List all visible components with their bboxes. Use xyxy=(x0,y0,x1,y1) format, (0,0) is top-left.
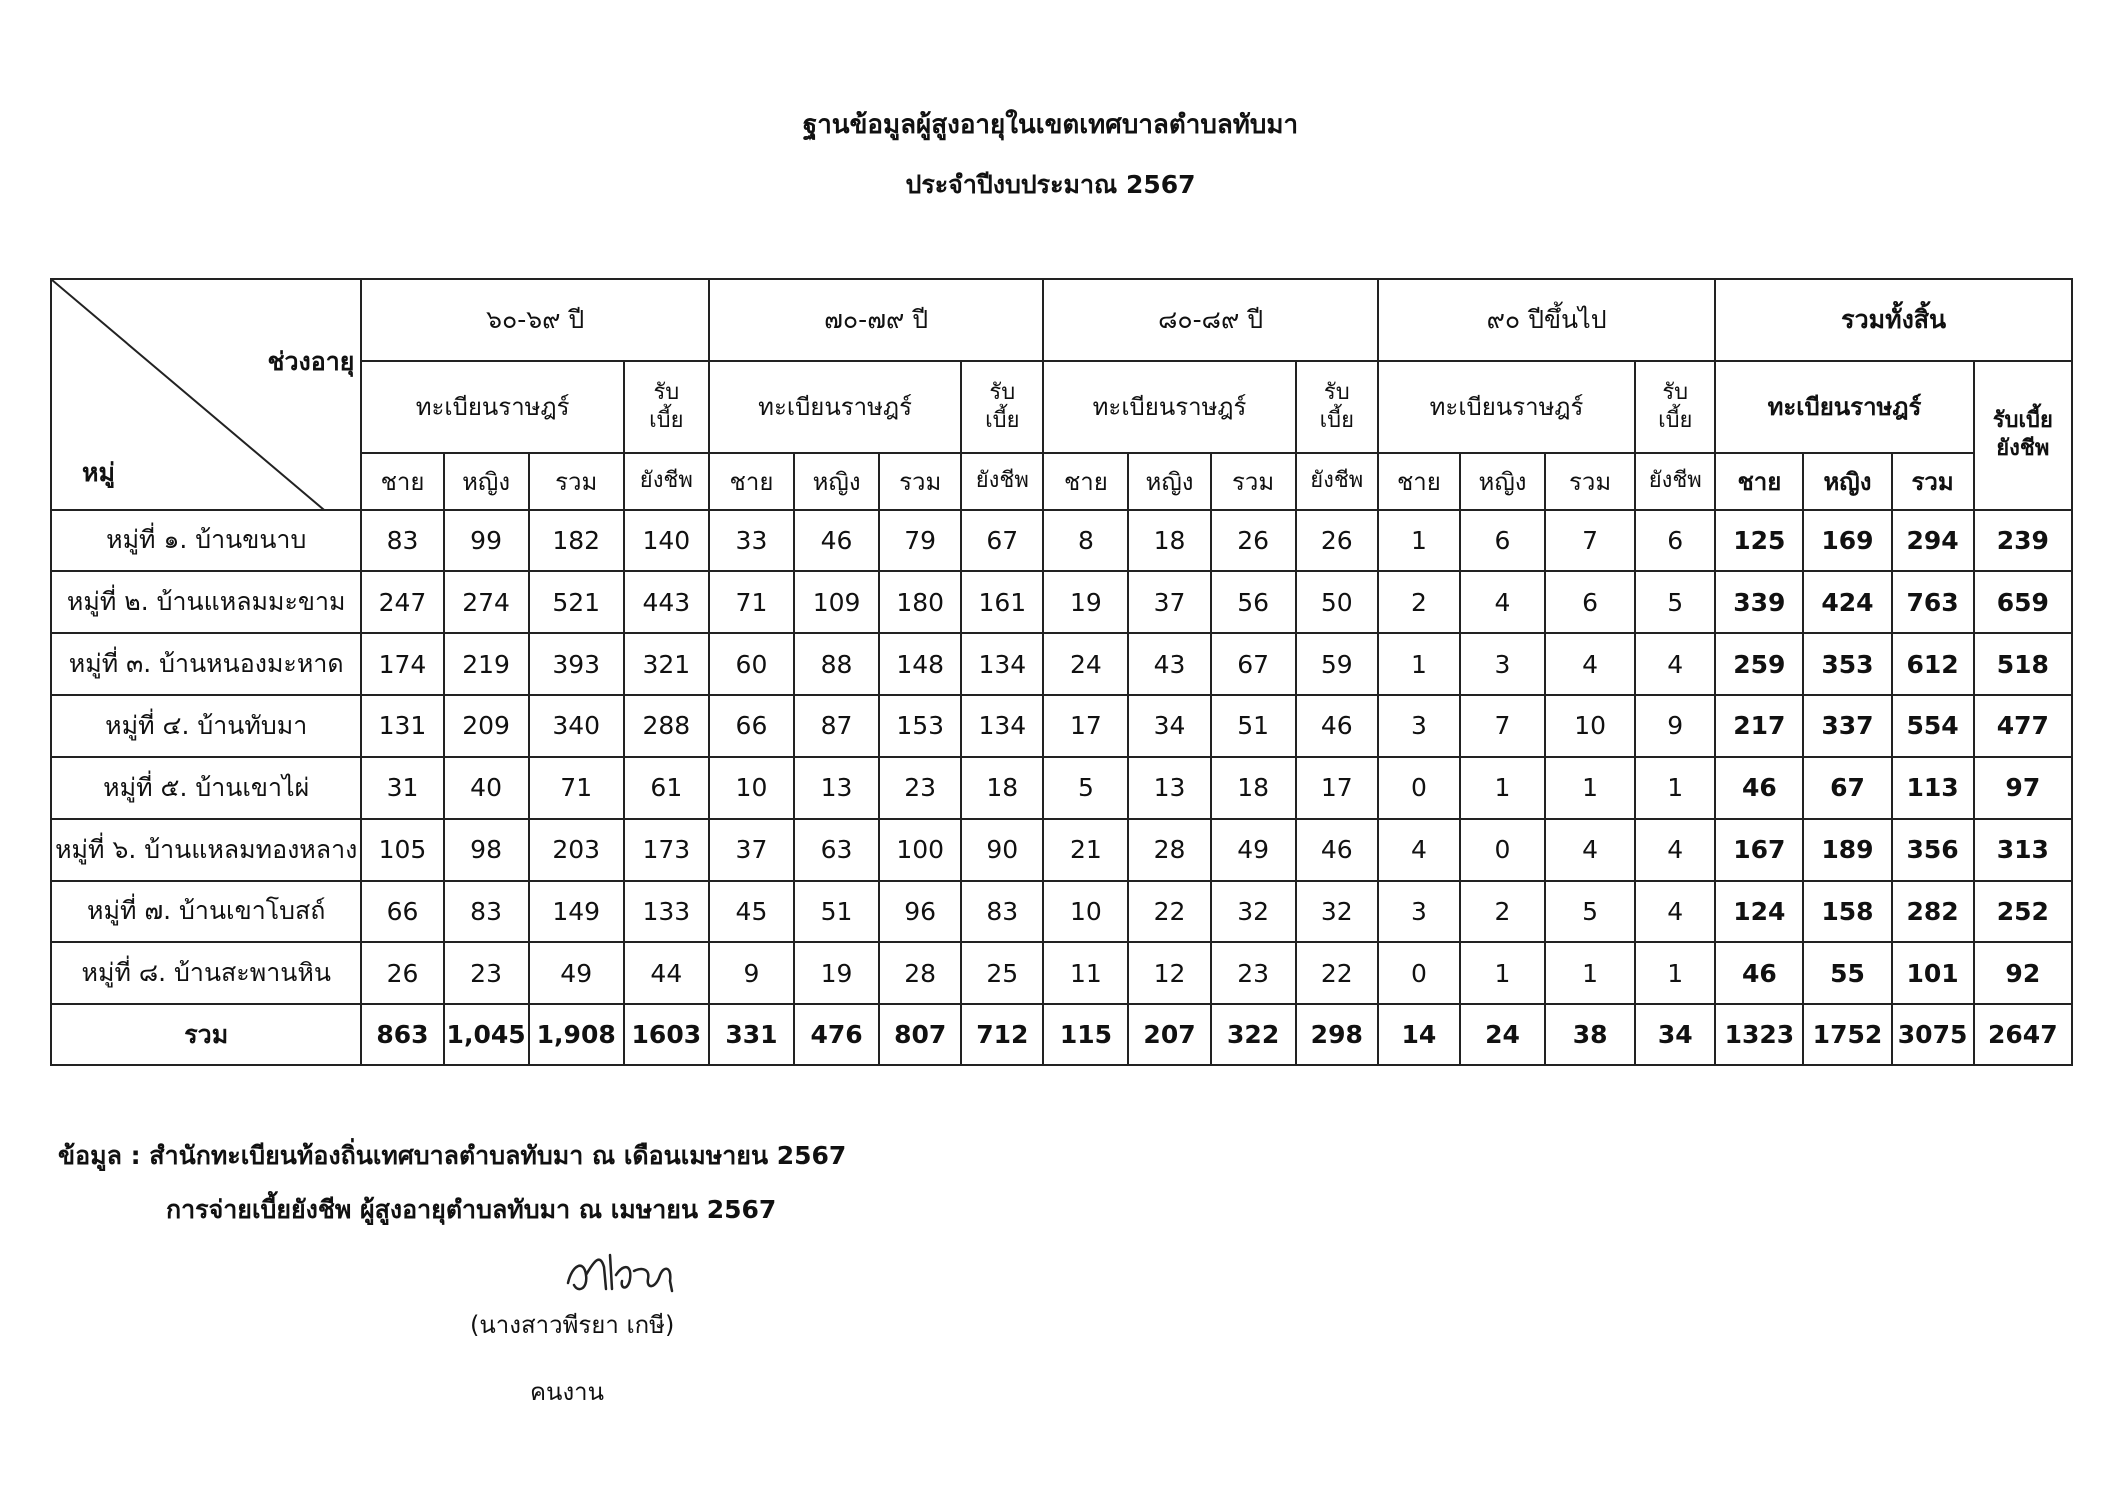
table-cell: 1 xyxy=(1378,510,1460,572)
page-subtitle: ประจำปีงบประมาณ 2567 xyxy=(905,170,1196,199)
pension-header-line: ยังชีพ xyxy=(624,453,709,510)
table-cell: 612 xyxy=(1892,633,1974,695)
table-cell: 131 xyxy=(361,695,443,757)
pension-header-1 xyxy=(961,361,1043,453)
table-cell: 294 xyxy=(1892,510,1974,572)
table-cell: 659 xyxy=(1974,571,2072,633)
total-label: รวม xyxy=(51,1004,361,1065)
table-cell: 32 xyxy=(1296,881,1378,943)
table-cell: 173 xyxy=(624,819,709,881)
corner-header xyxy=(51,279,361,510)
table-row xyxy=(51,633,2072,695)
table-row xyxy=(51,571,2072,633)
table-cell: 83 xyxy=(444,881,529,943)
pension-header-line: รับ xyxy=(653,379,680,405)
total-row xyxy=(51,1004,2072,1065)
table-cell: 125 xyxy=(1715,510,1803,572)
pension-header-line: รับ xyxy=(1323,379,1350,405)
table-cell: 17 xyxy=(1296,757,1378,819)
table-row xyxy=(51,942,2072,1004)
table-cell: 12 xyxy=(1128,942,1210,1004)
table-row xyxy=(51,695,2072,757)
table-cell: 28 xyxy=(1128,819,1210,881)
table-cell: 46 xyxy=(1715,942,1803,1004)
table-cell: 1 xyxy=(1545,757,1635,819)
table-cell: 113 xyxy=(1892,757,1974,819)
table-cell: 13 xyxy=(1128,757,1210,819)
table-cell: 79 xyxy=(879,510,961,572)
table-cell: 340 xyxy=(529,695,624,757)
header-row-groups xyxy=(51,279,2072,361)
sub-header-male: ชาย xyxy=(361,453,443,510)
group-header-80-89: ๘๐-๘๙ ปี xyxy=(1043,279,1377,361)
table-cell: 169 xyxy=(1803,510,1891,572)
table-cell: 1 xyxy=(1545,942,1635,1004)
total-cell: 14 xyxy=(1378,1004,1460,1065)
sub-header-sum: รวม xyxy=(1211,453,1296,510)
table-cell: 28 xyxy=(879,942,961,1004)
sub-header-male: ชาย xyxy=(709,453,794,510)
table-cell: 71 xyxy=(709,571,794,633)
table-cell: 5 xyxy=(1545,881,1635,943)
table-cell: 60 xyxy=(709,633,794,695)
registry-header-3: ทะเบียนราษฎร์ xyxy=(1378,361,1635,453)
total-cell: 1323 xyxy=(1715,1004,1803,1065)
elderly-data-table xyxy=(50,278,2073,1066)
table-cell: 4 xyxy=(1635,819,1715,881)
table-cell: 4 xyxy=(1545,819,1635,881)
table-cell: 83 xyxy=(361,510,443,572)
village-name: หมู่ที่ ๖. บ้านแหลมทองหลาง xyxy=(51,819,361,881)
registry-header-0: ทะเบียนราษฎร์ xyxy=(361,361,623,453)
page-title: ฐานข้อมูลผู้สูงอายุในเขตเทศบาลตำบลทับมา xyxy=(802,110,1299,140)
village-label: หมู่ xyxy=(82,457,115,487)
table-cell: 133 xyxy=(624,881,709,943)
village-name: หมู่ที่ ๗. บ้านเขาโบสถ์ xyxy=(51,881,361,943)
table-cell: 8 xyxy=(1043,510,1128,572)
pension-header-line: ยังชีพ xyxy=(1635,453,1715,510)
table-cell: 134 xyxy=(961,633,1043,695)
source-note: ข้อมูล : สำนักทะเบียนท้องถิ่นเทศบาลตำบลทับมา ณ เดือนเมษายน 2567 xyxy=(58,1141,847,1170)
village-name: หมู่ที่ ๒. บ้านแหลมมะขาม xyxy=(51,571,361,633)
table-cell: 3 xyxy=(1378,695,1460,757)
table-cell: 44 xyxy=(624,942,709,1004)
table-cell: 161 xyxy=(961,571,1043,633)
table-cell: 182 xyxy=(529,510,624,572)
total-cell: 1603 xyxy=(624,1004,709,1065)
table-cell: 59 xyxy=(1296,633,1378,695)
table-cell: 521 xyxy=(529,571,624,633)
group-header-70-79: ๗๐-๗๙ ปี xyxy=(709,279,1043,361)
table-cell: 148 xyxy=(879,633,961,695)
table-cell: 49 xyxy=(1211,819,1296,881)
table-cell: 0 xyxy=(1460,819,1545,881)
table-cell: 26 xyxy=(1211,510,1296,572)
table-cell: 18 xyxy=(1211,757,1296,819)
table-cell: 87 xyxy=(794,695,879,757)
table-cell: 23 xyxy=(879,757,961,819)
table-cell: 4 xyxy=(1378,819,1460,881)
table-cell: 339 xyxy=(1715,571,1803,633)
table-cell: 134 xyxy=(961,695,1043,757)
table-cell: 32 xyxy=(1211,881,1296,943)
village-name: หมู่ที่ ๑. บ้านขนาบ xyxy=(51,510,361,572)
sub-header-male: ชาย xyxy=(1378,453,1460,510)
table-cell: 353 xyxy=(1803,633,1891,695)
table-cell: 763 xyxy=(1892,571,1974,633)
table-cell: 51 xyxy=(794,881,879,943)
pension-header-2 xyxy=(1296,361,1378,453)
table-cell: 40 xyxy=(444,757,529,819)
sub-header-sum: รวม xyxy=(1892,453,1974,510)
table-cell: 247 xyxy=(361,571,443,633)
table-cell: 50 xyxy=(1296,571,1378,633)
table-cell: 17 xyxy=(1043,695,1128,757)
total-cell: 712 xyxy=(961,1004,1043,1065)
table-cell: 158 xyxy=(1803,881,1891,943)
table-cell: 174 xyxy=(361,633,443,695)
total-cell: 322 xyxy=(1211,1004,1296,1065)
pension-header-line: รับเบี้ย xyxy=(1992,408,2053,434)
table-cell: 105 xyxy=(361,819,443,881)
village-name: หมู่ที่ ๔. บ้านทับมา xyxy=(51,695,361,757)
pension-header-line: รับ xyxy=(1662,379,1689,405)
total-cell: 24 xyxy=(1460,1004,1545,1065)
table-cell: 1 xyxy=(1378,633,1460,695)
table-cell: 6 xyxy=(1635,510,1715,572)
sub-header-female: หญิง xyxy=(444,453,529,510)
table-cell: 337 xyxy=(1803,695,1891,757)
total-cell: 3075 xyxy=(1892,1004,1974,1065)
table-cell: 101 xyxy=(1892,942,1974,1004)
sub-header-sum: รวม xyxy=(529,453,624,510)
table-cell: 9 xyxy=(1635,695,1715,757)
table-cell: 1 xyxy=(1460,942,1545,1004)
table-cell: 66 xyxy=(361,881,443,943)
table-cell: 209 xyxy=(444,695,529,757)
table-cell: 6 xyxy=(1545,571,1635,633)
table-cell: 46 xyxy=(1296,819,1378,881)
table-cell: 92 xyxy=(1974,942,2072,1004)
table-cell: 43 xyxy=(1128,633,1210,695)
table-cell: 10 xyxy=(1043,881,1128,943)
table-cell: 393 xyxy=(529,633,624,695)
pension-header-line: เบี้ย xyxy=(985,407,1020,433)
sub-header-male: ชาย xyxy=(1043,453,1128,510)
table-cell: 71 xyxy=(529,757,624,819)
pension-header-3 xyxy=(1635,361,1715,453)
village-name: หมู่ที่ ๘. บ้านสะพานหิน xyxy=(51,942,361,1004)
pension-header-4 xyxy=(1974,361,2072,510)
total-cell: 207 xyxy=(1128,1004,1210,1065)
table-cell: 4 xyxy=(1545,633,1635,695)
total-cell: 2647 xyxy=(1974,1004,2072,1065)
table-cell: 83 xyxy=(961,881,1043,943)
table-cell: 217 xyxy=(1715,695,1803,757)
sub-header-female: หญิง xyxy=(1460,453,1545,510)
table-cell: 7 xyxy=(1545,510,1635,572)
table-cell: 21 xyxy=(1043,819,1128,881)
table-cell: 55 xyxy=(1803,942,1891,1004)
signer-role: คนงาน xyxy=(530,1378,605,1406)
sub-header-female: หญิง xyxy=(1803,453,1891,510)
table-cell: 49 xyxy=(529,942,624,1004)
table-row xyxy=(51,757,2072,819)
table-cell: 180 xyxy=(879,571,961,633)
table-cell: 140 xyxy=(624,510,709,572)
pension-header-line: เบี้ย xyxy=(649,407,684,433)
table-cell: 6 xyxy=(1460,510,1545,572)
table-cell: 88 xyxy=(794,633,879,695)
table-cell: 219 xyxy=(444,633,529,695)
table-cell: 109 xyxy=(794,571,879,633)
table-cell: 97 xyxy=(1974,757,2072,819)
table-cell: 10 xyxy=(1545,695,1635,757)
table-cell: 26 xyxy=(361,942,443,1004)
village-name: หมู่ที่ ๓. บ้านหนองมะหาด xyxy=(51,633,361,695)
table-cell: 2 xyxy=(1378,571,1460,633)
table-cell: 24 xyxy=(1043,633,1128,695)
sub-header-female: หญิง xyxy=(1128,453,1210,510)
table-cell: 7 xyxy=(1460,695,1545,757)
sub-header-male: ชาย xyxy=(1715,453,1803,510)
table-cell: 2 xyxy=(1460,881,1545,943)
table-cell: 67 xyxy=(1211,633,1296,695)
pension-header-line: รับ xyxy=(989,379,1016,405)
group-header-total: รวมทั้งสิ้น xyxy=(1715,279,2072,361)
table-row xyxy=(51,510,2072,572)
signer-name: (นางสาวพีรยา เกษี) xyxy=(470,1311,675,1339)
table-cell: 25 xyxy=(961,942,1043,1004)
table-cell: 0 xyxy=(1378,942,1460,1004)
table-cell: 67 xyxy=(961,510,1043,572)
table-cell: 19 xyxy=(1043,571,1128,633)
registry-header-1: ทะเบียนราษฎร์ xyxy=(709,361,961,453)
table-cell: 22 xyxy=(1296,942,1378,1004)
total-cell: 331 xyxy=(709,1004,794,1065)
table-cell: 5 xyxy=(1043,757,1128,819)
table-cell: 63 xyxy=(794,819,879,881)
table-cell: 33 xyxy=(709,510,794,572)
table-cell: 67 xyxy=(1803,757,1891,819)
total-cell: 1,045 xyxy=(444,1004,529,1065)
total-cell: 38 xyxy=(1545,1004,1635,1065)
table-cell: 19 xyxy=(794,942,879,1004)
table-cell: 46 xyxy=(794,510,879,572)
table-cell: 313 xyxy=(1974,819,2072,881)
table-cell: 99 xyxy=(444,510,529,572)
table-cell: 1 xyxy=(1635,942,1715,1004)
table-cell: 11 xyxy=(1043,942,1128,1004)
table-cell: 288 xyxy=(624,695,709,757)
sub-header-sum: รวม xyxy=(1545,453,1635,510)
pension-header-line: เบี้ย xyxy=(1319,407,1354,433)
table-cell: 259 xyxy=(1715,633,1803,695)
table-cell: 424 xyxy=(1803,571,1891,633)
sub-header-sum: รวม xyxy=(879,453,961,510)
table-cell: 356 xyxy=(1892,819,1974,881)
table-cell: 18 xyxy=(961,757,1043,819)
table-cell: 1 xyxy=(1635,757,1715,819)
pension-header-line: ยังชีพ xyxy=(1296,453,1378,510)
pension-note: การจ่ายเบี้ยยังชีพ ผู้สูงอายุตำบลทับมา ณ เมษายน 2567 xyxy=(166,1195,777,1224)
table-cell: 554 xyxy=(1892,695,1974,757)
table-cell: 18 xyxy=(1128,510,1210,572)
total-cell: 298 xyxy=(1296,1004,1378,1065)
table-cell: 0 xyxy=(1378,757,1460,819)
table-cell: 31 xyxy=(361,757,443,819)
signature-icon xyxy=(560,1245,690,1309)
table-cell: 3 xyxy=(1460,633,1545,695)
table-cell: 37 xyxy=(1128,571,1210,633)
table-cell: 124 xyxy=(1715,881,1803,943)
group-header-60-69: ๖๐-๖๙ ปี xyxy=(361,279,708,361)
table-cell: 167 xyxy=(1715,819,1803,881)
table-cell: 46 xyxy=(1715,757,1803,819)
village-name: หมู่ที่ ๕. บ้านเขาไผ่ xyxy=(51,757,361,819)
table-cell: 90 xyxy=(961,819,1043,881)
table-cell: 61 xyxy=(624,757,709,819)
table-cell: 477 xyxy=(1974,695,2072,757)
table-cell: 51 xyxy=(1211,695,1296,757)
total-cell: 476 xyxy=(794,1004,879,1065)
table-cell: 23 xyxy=(1211,942,1296,1004)
table-cell: 37 xyxy=(709,819,794,881)
table-cell: 5 xyxy=(1635,571,1715,633)
registry-header-2: ทะเบียนราษฎร์ xyxy=(1043,361,1295,453)
table-cell: 96 xyxy=(879,881,961,943)
table-cell: 56 xyxy=(1211,571,1296,633)
total-cell: 1752 xyxy=(1803,1004,1891,1065)
table-cell: 98 xyxy=(444,819,529,881)
table-cell: 282 xyxy=(1892,881,1974,943)
table-cell: 149 xyxy=(529,881,624,943)
pension-header-line: ยังชีพ xyxy=(961,453,1043,510)
table-cell: 153 xyxy=(879,695,961,757)
table-cell: 22 xyxy=(1128,881,1210,943)
table-cell: 3 xyxy=(1378,881,1460,943)
table-cell: 252 xyxy=(1974,881,2072,943)
group-header-90-plus: ๙๐ ปีขึ้นไป xyxy=(1378,279,1715,361)
table-cell: 13 xyxy=(794,757,879,819)
table-cell: 4 xyxy=(1635,881,1715,943)
table-cell: 518 xyxy=(1974,633,2072,695)
table-cell: 26 xyxy=(1296,510,1378,572)
table-cell: 100 xyxy=(879,819,961,881)
pension-header-0 xyxy=(624,361,709,453)
total-cell: 807 xyxy=(879,1004,961,1065)
table-cell: 443 xyxy=(624,571,709,633)
table-cell: 4 xyxy=(1460,571,1545,633)
total-cell: 1,908 xyxy=(529,1004,624,1065)
table-cell: 1 xyxy=(1460,757,1545,819)
table-cell: 66 xyxy=(709,695,794,757)
total-cell: 115 xyxy=(1043,1004,1128,1065)
sub-header-female: หญิง xyxy=(794,453,879,510)
table-row xyxy=(51,881,2072,943)
pension-header-line: เบี้ย xyxy=(1658,407,1693,433)
table-cell: 23 xyxy=(444,942,529,1004)
total-cell: 34 xyxy=(1635,1004,1715,1065)
table-cell: 9 xyxy=(709,942,794,1004)
table-cell: 321 xyxy=(624,633,709,695)
pension-header-line: ยังชีพ xyxy=(1996,436,2050,462)
table-cell: 189 xyxy=(1803,819,1891,881)
total-cell: 863 xyxy=(361,1004,443,1065)
table-cell: 46 xyxy=(1296,695,1378,757)
table-cell: 10 xyxy=(709,757,794,819)
table-cell: 203 xyxy=(529,819,624,881)
table-cell: 274 xyxy=(444,571,529,633)
table-row xyxy=(51,819,2072,881)
table-cell: 239 xyxy=(1974,510,2072,572)
table-cell: 34 xyxy=(1128,695,1210,757)
registry-header-4: ทะเบียนราษฎร์ xyxy=(1715,361,1973,453)
table-cell: 4 xyxy=(1635,633,1715,695)
age-range-label: ช่วงอายุ xyxy=(267,347,355,376)
table-cell: 45 xyxy=(709,881,794,943)
